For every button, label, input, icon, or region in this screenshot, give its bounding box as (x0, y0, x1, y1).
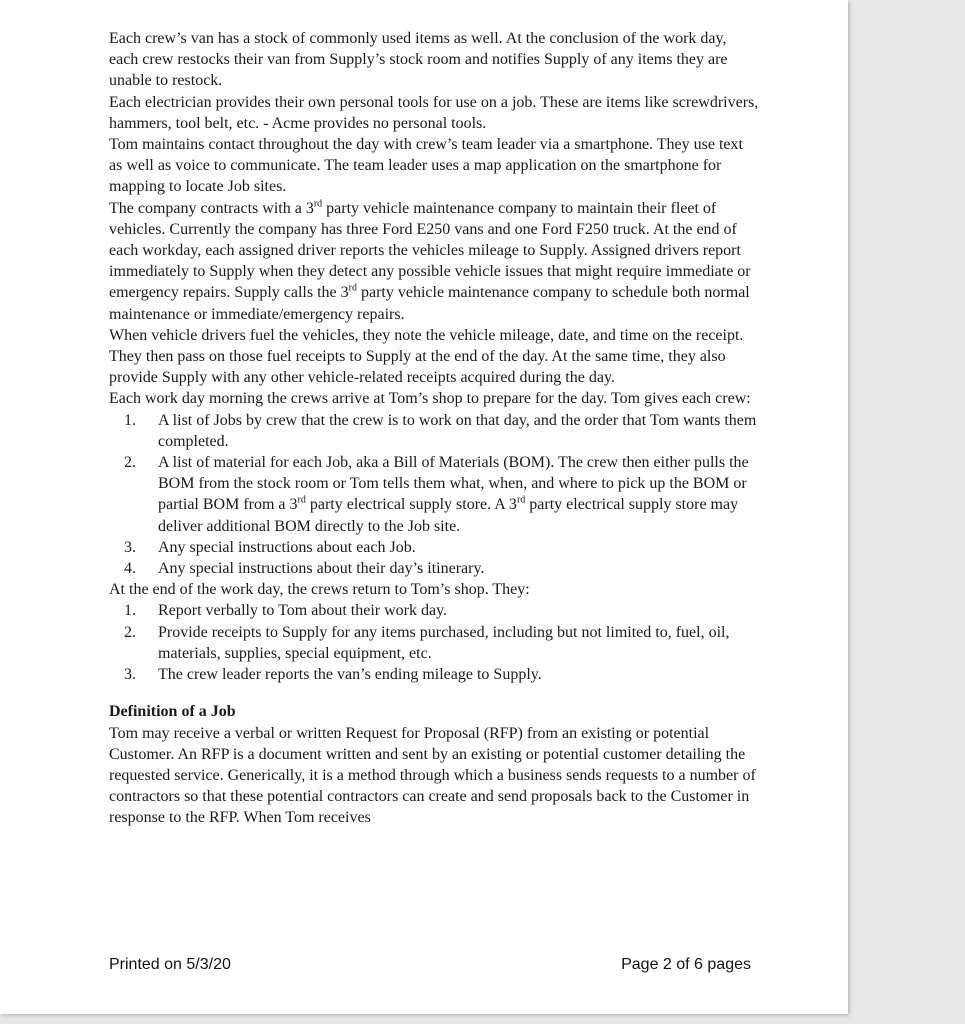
list-text: Any special instructions about their day’s itinerary. (158, 560, 485, 578)
paragraph-vehicle-maintenance (109, 198, 759, 325)
list-text: Any special instructions about each Job. (158, 538, 416, 556)
list-text: A list of Jobs by crew that the crew is to work on that day, and the order that Tom wants them completed. (158, 411, 757, 450)
list-number: 3. (124, 538, 136, 556)
superscript: rd (516, 495, 526, 507)
text-fragment: party vehicle maintenance company to maintain their fleet of vehicles. Currently the company has three Ford E250 vans and one Ford F250 truck. At the end of each workday, each assigned driver reports the vehicles mileage to Supply. Assigned drivers report immediately to Supply when they detect any possible vehicle issues that might require immediate or emergency repairs. Supply calls the 3 (109, 199, 751, 302)
list-item (109, 664, 759, 685)
list-text: A list of material for each Job, aka a Bill of Materials (BOM). The crew then either pulls the BOM from the stock room or Tom tells them what, when, and where to pick up the BOM or partial BOM from a 3 (158, 454, 749, 514)
list-number: 1. (124, 602, 136, 620)
paragraph-personal-tools: Each electrician provides their own personal tools for use on a job. These are items like screwdrivers, hammers, tool belt, etc. - Acme provides no personal tools. (109, 93, 759, 132)
list-number: 2. (124, 623, 136, 641)
list-text: Report verbally to Tom about their work day. (158, 602, 448, 620)
superscript: rd (297, 495, 306, 507)
paragraph-evening-intro: At the end of the work day, the crews return to Tom’s shop. They: (109, 581, 530, 599)
list-number: 4. (124, 560, 136, 578)
printed-date: Printed on 5/3/20 (109, 956, 231, 973)
paragraph-smartphone-contact: Tom maintains contact throughout the day with crew’s team leader via a smartphone. They use text as well as voice to communicate. The team leader uses a map application on the smartphone for mapping to locate Job sites. (109, 136, 743, 196)
paragraph-job-definition: Tom may receive a verbal or written Request for Proposal (RFP) from an existing or potential Customer. An RFP is a document written and sent by an existing or potential customer detailing the requested service. Generically, it is a method through which a business sends requests to a number of contractors so that these potential contractors can create and send proposals back to the Customer in response to the RFP. When Tom receives (109, 724, 756, 827)
page-content (109, 28, 759, 829)
list-number: 2. (124, 454, 136, 472)
text-fragment: party vehicle maintenance company to schedule both normal maintenance or immediate/emergency repairs. (109, 284, 750, 323)
page-number: Page 2 of 6 pages (621, 956, 751, 973)
list-text: Provide receipts to Supply for any items purchased, including but not limited to, fuel, oil, materials, supplies, special equipment, etc. (158, 623, 730, 662)
list-number: 3. (124, 666, 136, 684)
list-text: party electrical supply store. A 3 (305, 496, 517, 514)
evening-list (109, 600, 759, 685)
paragraph-van-stock: Each crew’s van has a stock of commonly used items as well. At the conclusion of the work day, each crew restocks their van from Supply’s stock room and notifies Supply of any items they are unable to restock. (109, 30, 728, 90)
list-text: The crew leader reports the van’s ending mileage to Supply. (158, 666, 542, 684)
list-item (109, 600, 759, 621)
list-item (109, 410, 759, 452)
list-item (109, 452, 759, 537)
list-item (109, 622, 759, 664)
morning-list (109, 410, 759, 580)
list-item (109, 558, 759, 579)
section-heading: Definition of a Job (109, 703, 236, 721)
superscript: rd (313, 198, 323, 210)
superscript: rd (348, 283, 357, 295)
paragraph-fuel-receipts: When vehicle drivers fuel the vehicles, they note the vehicle mileage, date, and time on the receipt. They then pass on those fuel receipts to Supply at the end of the day. At the same time, they also provide Supply with any other vehicle-related receipts acquired during the day. (109, 326, 744, 387)
list-text: party electrical supply store may deliver additional BOM directly to the Job site. (158, 496, 739, 535)
list-item (109, 537, 759, 558)
text-fragment: The company contracts with a 3 (109, 199, 314, 217)
list-number: 1. (124, 411, 136, 429)
paragraph-morning-intro: Each work day morning the crews arrive at Tom’s shop to prepare for the day. Tom gives each crew: (109, 390, 751, 408)
